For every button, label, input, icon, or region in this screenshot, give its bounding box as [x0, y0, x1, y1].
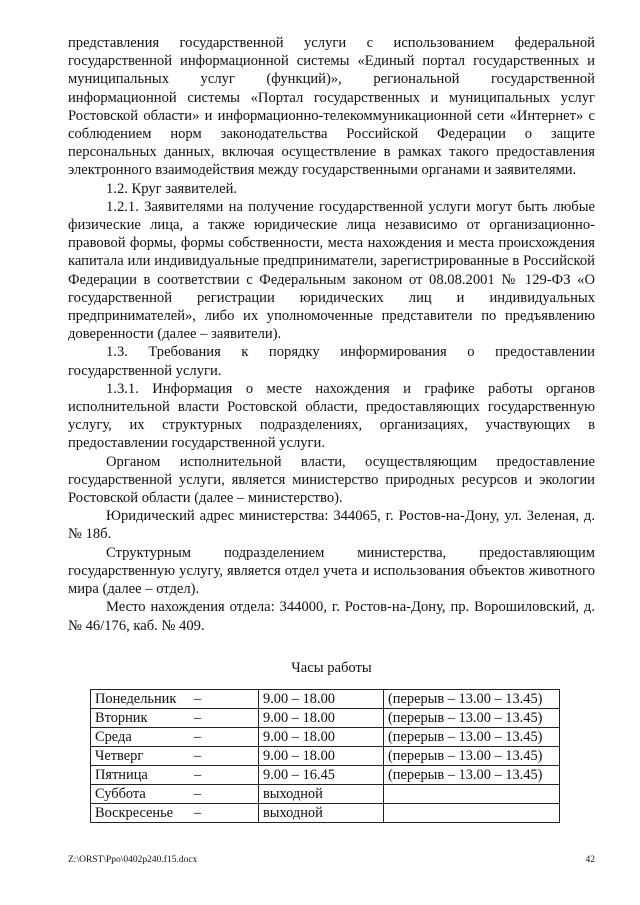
schedule-day-cell: Четверг — [91, 746, 185, 765]
schedule-break-cell — [384, 784, 560, 803]
paragraph-department: Структурным подразделением министерства, предоставляющим государственную услугу, является отдел учета и использования объектов животного мира (далее – отдел). — [68, 544, 595, 598]
schedule-break-cell: (перерыв – 13.00 – 13.45) — [384, 727, 560, 746]
paragraph-legal-address: Юридический адрес министерства: 344065, г. Ростов-на-Дону, ул. Зеленая, д. № 18б. — [68, 508, 595, 543]
table-row — [91, 803, 560, 822]
table-row — [91, 689, 560, 708]
footer-file-path: Z:\ORST\Ppo\0402p240.f15.docx — [68, 855, 198, 865]
schedule-title: Часы работы — [291, 659, 372, 676]
schedule-time-cell: 9.00 – 16.45 — [259, 765, 384, 784]
paragraph-ministry: Органом исполнительной власти, осуществляющим предоставление государственной услуги, является министерство природных ресурсов и экологии Ростовской области (далее – министерство). — [68, 453, 595, 507]
schedule-time-cell: выходной — [259, 784, 384, 803]
schedule-time-cell: 9.00 – 18.00 — [259, 708, 384, 727]
schedule-day-cell: Среда — [91, 727, 185, 746]
schedule-time-cell: 9.00 – 18.00 — [259, 746, 384, 765]
table-row — [91, 746, 560, 765]
page-number: 42 — [585, 855, 595, 865]
schedule-day-cell: Понедельник — [91, 689, 185, 708]
paragraph-department-location: Место нахождения отдела: 344000, г. Ростов-на-Дону, пр. Ворошиловский, д. № 46/176, каб. № 409. — [68, 599, 595, 634]
schedule-day-cell: Пятница — [91, 765, 185, 784]
schedule-time-cell: 9.00 – 18.00 — [259, 727, 384, 746]
schedule-dash-cell: – — [184, 746, 259, 765]
schedule-day-cell: Суббота — [91, 784, 185, 803]
paragraph-section-1-3-1: 1.3.1. Информация о месте нахождения и графике работы органов исполнительной власти Ростовской области, предоставляющих государственную услугу, их структурных подразделениях, организациях, участвующих в предоставлении государственной услуги. — [68, 380, 595, 452]
schedule-time-cell: выходной — [259, 803, 384, 822]
schedule-dash-cell: – — [184, 689, 259, 708]
table-row — [91, 784, 560, 803]
schedule-dash-cell: – — [184, 803, 259, 822]
schedule-table — [90, 689, 560, 823]
schedule-dash-cell: – — [184, 765, 259, 784]
schedule-dash-cell: – — [184, 727, 259, 746]
paragraph-section-1-2: 1.2. Круг заявителей. — [106, 180, 238, 197]
body-text — [68, 34, 595, 635]
paragraph-section-1-3: 1.3. Требования к порядку информирования о предоставлении государственной услуги. — [68, 344, 595, 379]
table-row — [91, 765, 560, 784]
schedule-day-cell: Воскресенье — [91, 803, 185, 822]
paragraph-section-1-2-1: 1.2.1. Заявителями на получение государственной услуги могут быть любые физические лица, а также юридические лица независимо от организационно-правовой формы, формы собственности, места нахождения и места происхождения капитала или индивидуальные предприниматели, зарегистрированные в Российской Федерации в соответствии с Федеральным законом от 08.08.2001 № 129-ФЗ «О государственной регистрации юридических лиц и индивидуальных предпринимателей», либо их уполномоченные представители по предъявлению доверенности (далее – заявители). — [68, 198, 595, 343]
schedule-break-cell: (перерыв – 13.00 – 13.45) — [384, 708, 560, 727]
schedule-dash-cell: – — [184, 708, 259, 727]
schedule-day-cell: Вторник — [91, 708, 185, 727]
schedule-break-cell — [384, 803, 560, 822]
table-row — [91, 708, 560, 727]
schedule-break-cell: (перерыв – 13.00 – 13.45) — [384, 765, 560, 784]
schedule-break-cell: (перерыв – 13.00 – 13.45) — [384, 689, 560, 708]
schedule-dash-cell: – — [184, 784, 259, 803]
document-page — [68, 34, 595, 823]
paragraph-intro-continuation: представления государственной услуги с использованием федеральной государственной информационной системы «Единый портал государственных и муниципальных услуг (функций)», региональной государственной информационной системы «Портал государственных и муниципальных услуг Ростовской области» и информационно-телекоммуникационной сети «Интернет» с соблюдением норм законодательства Российской Федерации о защите персональных данных, включая осуществление в рамках такого предоставления электронного взаимодействия между государственными органами и заявителями. — [68, 35, 595, 179]
table-row — [91, 727, 560, 746]
schedule-time-cell: 9.00 – 18.00 — [259, 689, 384, 708]
schedule-break-cell: (перерыв – 13.00 – 13.45) — [384, 746, 560, 765]
